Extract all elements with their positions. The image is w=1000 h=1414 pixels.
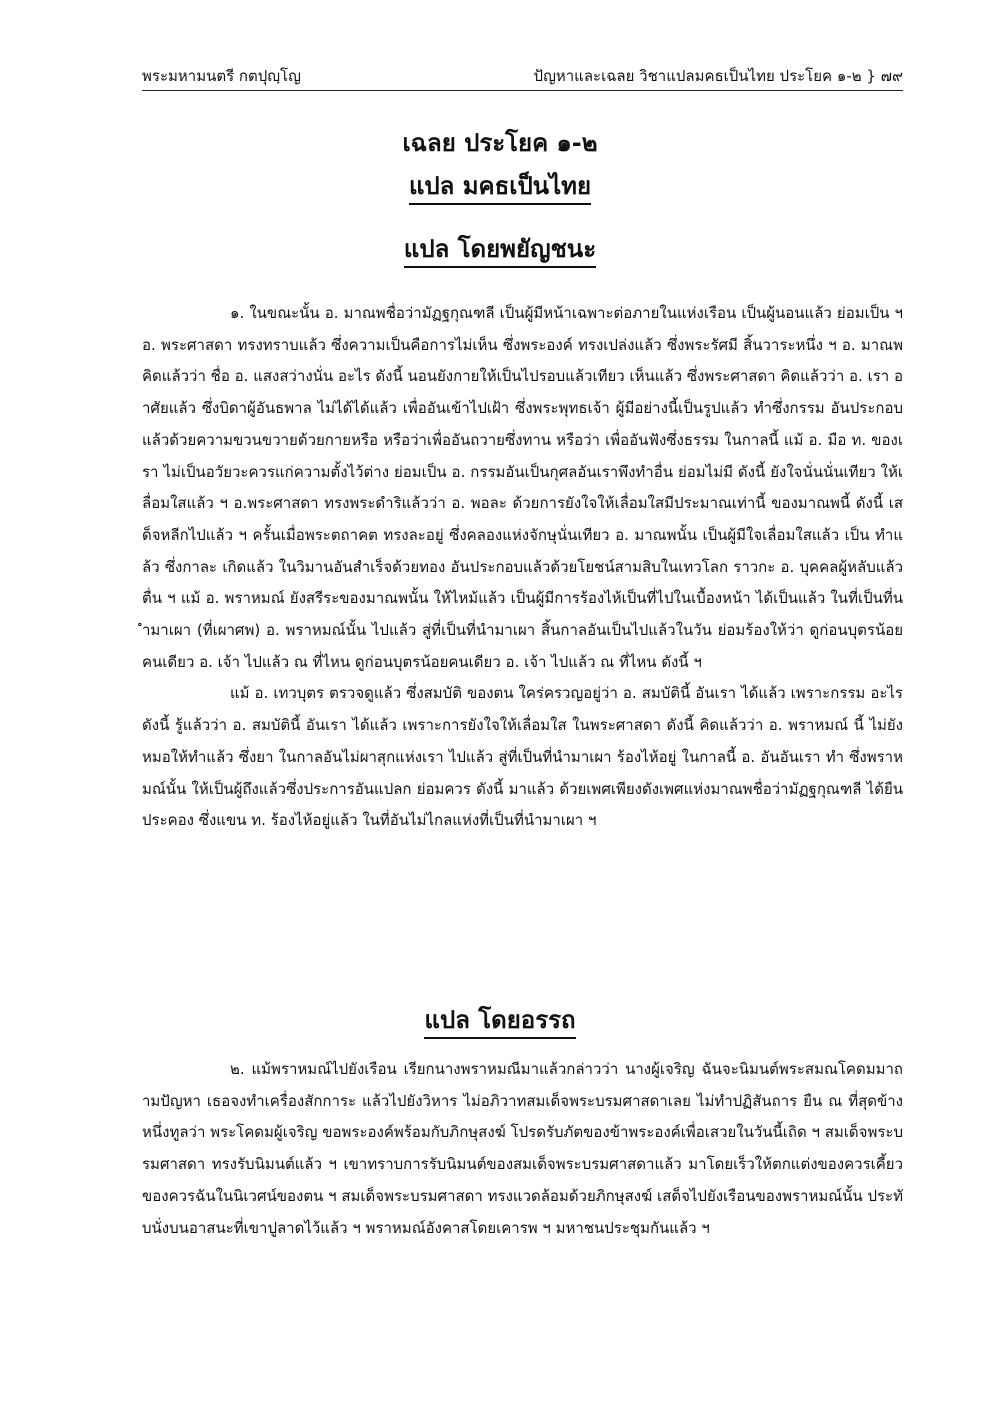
page-subtitle	[0, 170, 1000, 202]
section-heading-meaning-text: แปล โดยอรรถ	[424, 1006, 575, 1039]
section-heading-literal-text: แปล โดยพยัญชนะ	[404, 235, 596, 268]
page-title	[0, 127, 1000, 159]
section-literal-body	[142, 298, 903, 837]
section-meaning-body	[142, 1054, 903, 1244]
running-header	[142, 66, 903, 91]
paragraph: ๒. แม้พราหมณ์ไปยังเรือน เรียกนางพราหมณีมาแล้วกล่าวว่า นางผู้เจริญ ฉันจะนิมนต์พระสมณโคดมมาถามปัญหา เธอจงทำเครื่องสักการะ แล้วไปยังวิหาร ไม่อภิวาทสมเด็จพระบรมศาสดาเลย ไม่ทำปฏิสันถาร ยืน ณ ที่สุดข้างหนึ่งทูลว่า พระโคดมผู้เจริญ ขอพระองค์พร้อมกับภิกษุสงฆ์ โปรดรับภัตของข้าพระองค์เพื่อเสวยในวันนี้เถิด ฯ สมเด็จพระบรมศาสดา ทรงรับนิมนต์แล้ว ฯ เขาทราบการรับนิมนต์ของสมเด็จพระบรมศาสดาแล้ว มาโดยเร็วให้ตกแต่งของควรเคี้ยว ของควรฉันในนิเวศน์ของตน ฯ สมเด็จพระบรมศาสดา ทรงแวดล้อมด้วยภิกษุสงฆ์ เสด็จไปยังเรือนของพราหมณ์นั้น ประทับนั่งบนอาสนะที่เขาปูลาดไว้แล้ว ฯ พราหมณ์อังคาสโดยเคารพ ฯ มหาชนประชุมกันแล้ว ฯ	[142, 1060, 903, 1237]
paragraph: ๑. ในขณะนั้น อ. มาณพชื่อว่ามัฏฐกุณฑลี เป็นผู้มีหน้าเฉพาะต่อภายในแห่งเรือน เป็นผู้นอนแล้ว ย่อมเป็น ฯ อ. พระศาสดา ทรงทราบแล้ว ซึ่งความเป็นคือการไม่เห็น ซึ่งพระองค์ ทรงเปล่งแล้ว ซึ่งพระรัศมี สิ้นวาระหนึ่ง ฯ อ. มาณพ คิดแล้วว่า ชื่อ อ. แสงสว่างนั่น อะไร ดังนี้ นอนยังกายให้เป็นไปรอบแล้วเทียว เห็นแล้ว ซึ่งพระศาสดา คิดแล้วว่า อ. เรา อาศัยแล้ว ซึ่งบิดาผู้อันธพาล ไม่ได้ได้แล้ว เพื่ออันเข้าไปเฝ้า ซึ่งพระพุทธเจ้า ผู้มีอย่างนี้เป็นรูปแล้ว ทำซึ่งกรรม อันประกอบแล้วด้วยความขวนขวายด้วยกายหรือ หรือว่าเพื่ออันถวายซึ่งทาน หรือว่า เพื่ออันฟังซึ่งธรรม ในกาลนี้ แม้ อ. มือ ท. ของเรา ไม่เป็นอวัยวะควรแก่ความตั้งไว้ต่าง ย่อมเป็น อ. กรรมอันเป็นกุศลอันเราพึงทำอื่น ย่อมไม่มี ดังนี้ ยังใจนั่นนั่นเทียว ให้เลื่อมใสแล้ว ฯ อ.พระศาสดา ทรงพระดำริแล้วว่า อ. พอละ ด้วยการยังใจให้เลื่อมใสมีประมาณเท่านี้ ของมาณพนี้ ดังนี้ เสด็จหลีกไปแล้ว ฯ ครั้นเมื่อพระตถาคต ทรงละอยู่ ซึ่งคลองแห่งจักษุนั่นเทียว อ. มาณพนั้น เป็นผู้มีใจเลื่อมใสแล้ว เป็น ทำแล้ว ซึ่งกาละ เกิดแล้ว ในวิมานอันสำเร็จด้วยทอง อันประกอบแล้วด้วยโยชน์สามสิบในเทวโลก ราวกะ อ. บุคคลผู้หลับแล้วตื่น ฯ แม้ อ. พราหมณ์ ยังสรีระของมาณพนั้น ให้ไหม้แล้ว เป็นผู้มีการร้องไห้เป็นที่ไปในเบื้องหน้า ได้เป็นแล้ว ในที่เป็นที่นำมาเผา (ที่เผาศพ) อ. พราหมณ์นั้น ไปแล้ว สู่ที่เป็นที่นำมาเผา สิ้นกาลอันเป็นไปแล้วในวัน ย่อมร้องให้ว่า ดูก่อนบุตรน้อยคนเดียว อ. เจ้า ไปแล้ว ณ ที่ไหน ดูก่อนบุตรน้อยคนเดียว อ. เจ้า ไปแล้ว ณ ที่ไหน ดังนี้ ฯ	[142, 304, 903, 671]
header-author: พระมหามนตรี กตปุญฺโญ	[142, 67, 301, 85]
page-subtitle-text: แปล มคธเป็นไทย	[409, 172, 591, 205]
page-title-text: เฉลย ประโยค ๑-๒	[402, 129, 598, 157]
header-book-title: ปัญหาและเฉลย วิชาแปลมคธเป็นไทย ประโยค ๑-๒ } ๗๙	[533, 67, 903, 85]
section-heading-literal	[0, 233, 1000, 265]
section-heading-meaning	[0, 1004, 1000, 1036]
paragraph: แม้ อ. เทวบุตร ตรวจดูแล้ว ซึ่งสมบัติ ของตน ใคร่ครวญอยู่ว่า อ. สมบัตินี้ อันเรา ได้แล้ว เพราะกรรม อะไร ดังนี้ รู้แล้วว่า อ. สมบัตินี้ อันเรา ได้แล้ว เพราะการยังใจให้เลื่อมใส ในพระศาสดา ดังนี้ คิดแล้วว่า อ. พราหมณ์ นี้ ไม่ยังหมอให้ทำแล้ว ซึ่งยา ในกาลอันไม่ผาสุกแห่งเรา ไปแล้ว สู่ที่เป็นที่นำมาเผา ร้องไห้อยู่ ในกาลนี้ อ. อันอันเรา ทำ ซึ่งพราหมณ์นั้น ให้เป็นผู้ถึงแล้วซึ่งประการอันแปลก ย่อมควร ดังนี้ มาแล้ว ด้วยเพศเพียงดังเพศแห่งมาณพชื่อว่ามัฏฐกุณฑลี ได้ยืนประคอง ซึ่งแขน ท. ร้องไห้อยู่แล้ว ในที่อันไม่ไกลแห่งที่เป็นที่นำมาเผา ฯ	[142, 684, 903, 830]
